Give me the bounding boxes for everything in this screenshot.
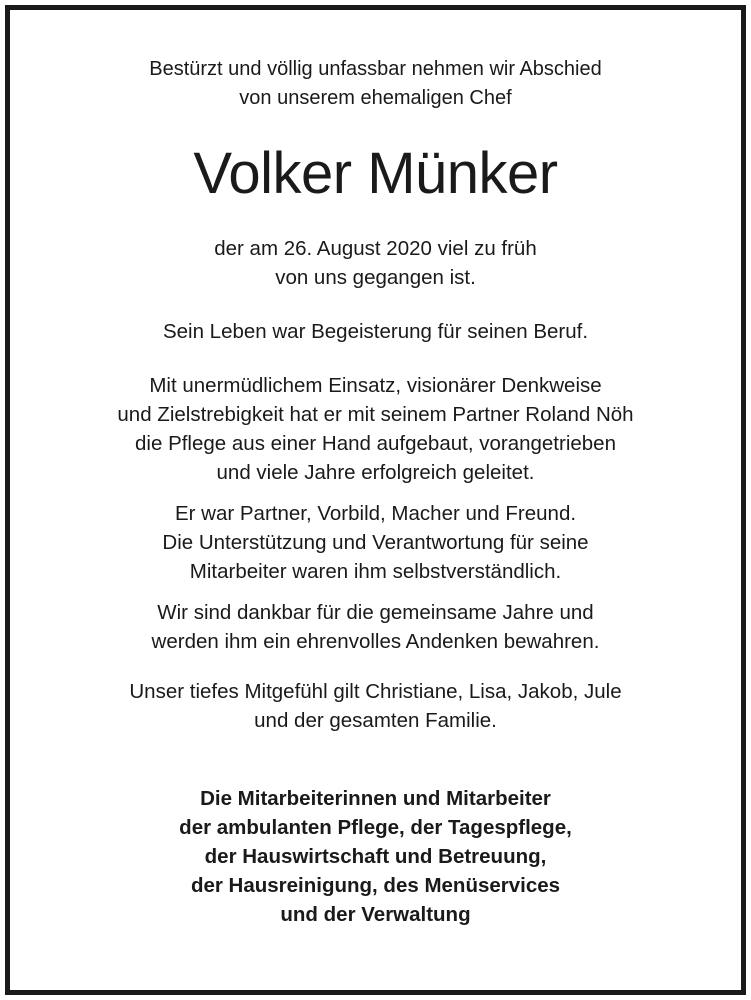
intro-text <box>10 55 741 113</box>
obituary-frame <box>5 5 746 995</box>
deceased-name: Volker Münker <box>193 141 558 206</box>
partner-text <box>10 499 741 586</box>
signature-line: der Hausreinigung, des Menüservices <box>190 874 561 897</box>
achievement-text <box>10 371 741 487</box>
achievement-line: und viele Jahre erfolgreich geleitet. <box>216 461 535 484</box>
gratitude-text <box>10 598 741 656</box>
date-line: der am 26. August 2020 viel zu früh <box>214 237 537 260</box>
sympathy-line: und der gesamten Familie. <box>254 709 497 732</box>
partner-line: Mitarbeiter waren ihm selbstverständlich. <box>189 560 562 583</box>
signature-line: der ambulanten Pflege, der Tagespflege, <box>179 816 572 839</box>
partner-line: Er war Partner, Vorbild, Macher und Freund. <box>174 502 577 525</box>
achievement-line: und Zielstrebigkeit hat er mit seinem Partner Roland Nöh <box>117 403 634 426</box>
signature-line: der Hauswirtschaft und Betreuung, <box>204 845 547 868</box>
signature-line: Die Mitarbeiterinnen und Mitarbeiter <box>200 787 551 810</box>
achievement-line: Mit unermüdlichem Einsatz, visionärer Denkweise <box>149 374 602 397</box>
gratitude-line: werden ihm ein ehrenvolles Andenken bewahren. <box>151 630 600 653</box>
date-line: von uns gegangen ist. <box>275 266 476 289</box>
life-text <box>10 317 741 346</box>
life-line: Sein Leben war Begeisterung für seinen Beruf. <box>162 320 589 343</box>
sympathy-line: Unser tiefes Mitgefühl gilt Christiane, Lisa, Jakob, Jule <box>129 680 622 703</box>
intro-line: von unserem ehemaligen Chef <box>239 87 512 109</box>
signature-block <box>10 784 741 929</box>
gratitude-line: Wir sind dankbar für die gemeinsame Jahre und <box>157 601 594 624</box>
signature-line: und der Verwaltung <box>280 903 471 926</box>
partner-line: Die Unterstützung und Verantwortung für seine <box>162 531 589 554</box>
intro-line: Bestürzt und völlig unfassbar nehmen wir Abschied <box>149 58 602 80</box>
date-of-death-text <box>10 234 741 292</box>
achievement-line: die Pflege aus einer Hand aufgebaut, vorangetrieben <box>135 432 616 455</box>
sympathy-text <box>10 677 741 735</box>
